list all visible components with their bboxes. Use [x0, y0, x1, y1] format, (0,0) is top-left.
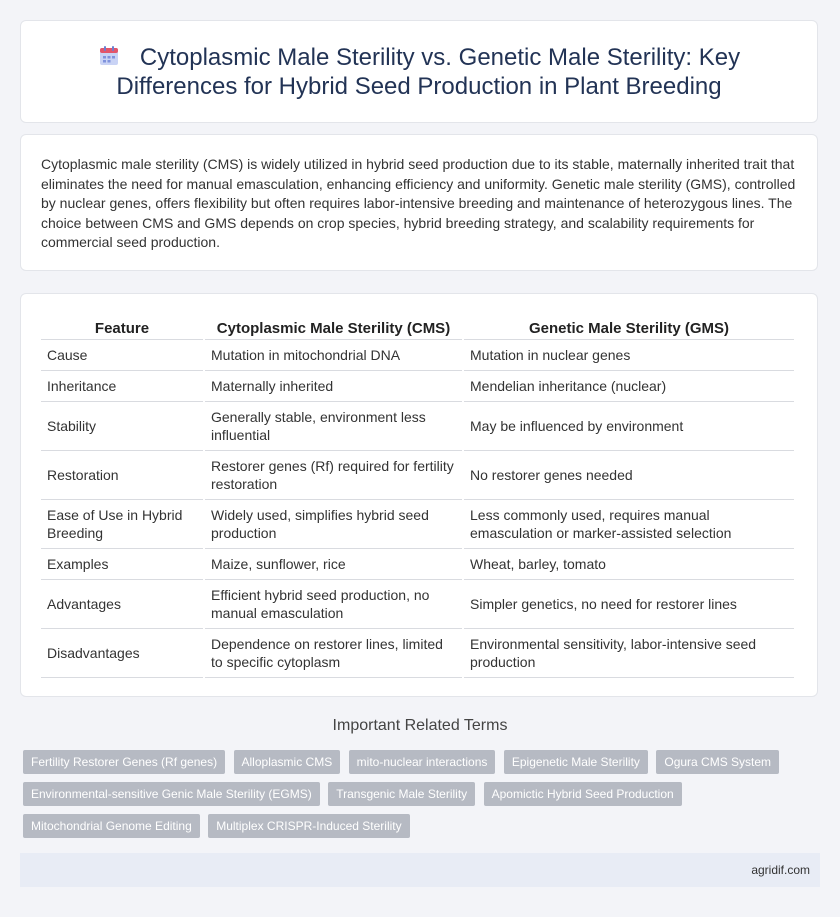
related-term-tag[interactable]: Alloplasmic CMS — [234, 750, 341, 774]
page-title-text: Cytoplasmic Male Sterility vs. Genetic Male Sterility: Key Differences for Hybrid Seed Production in Plant Breeding — [116, 43, 741, 100]
cms-cell: Maternally inherited — [205, 371, 462, 402]
table-row — [41, 549, 794, 580]
feature-cell: Restoration — [41, 451, 203, 500]
related-term-tag[interactable]: Fertility Restorer Genes (Rf genes) — [23, 750, 225, 774]
related-term-tag[interactable]: Ogura CMS System — [656, 750, 779, 774]
related-term-tag[interactable]: Mitochondrial Genome Editing — [23, 814, 200, 838]
gms-cell: May be influenced by environment — [464, 402, 794, 451]
cms-cell: Maize, sunflower, rice — [205, 549, 462, 580]
summary-card — [20, 134, 818, 271]
title-card — [20, 20, 818, 123]
feature-cell: Stability — [41, 402, 203, 451]
footer-site-link[interactable]: agridif.com — [751, 863, 810, 877]
table-row — [41, 580, 794, 629]
related-term-tag[interactable]: Transgenic Male Sterility — [328, 782, 475, 806]
related-term-tag[interactable]: Multiplex CRISPR-Induced Sterility — [208, 814, 409, 838]
feature-cell: Ease of Use in Hybrid Breeding — [41, 500, 203, 549]
gms-cell: Less commonly used, requires manual emasculation or marker-assisted selection — [464, 500, 794, 549]
table-row — [41, 371, 794, 402]
gms-cell: Mendelian inheritance (nuclear) — [464, 371, 794, 402]
gms-cell: Wheat, barley, tomato — [464, 549, 794, 580]
related-term-tag[interactable]: Environmental-sensitive Genic Male Sterility (EGMS) — [23, 782, 320, 806]
footer — [20, 853, 820, 887]
table-row — [41, 500, 794, 549]
cms-cell: Efficient hybrid seed production, no manual emasculation — [205, 580, 462, 629]
summary-text: Cytoplasmic male sterility (CMS) is widely utilized in hybrid seed production due to its stable, maternally inherited trait that eliminates the need for manual emasculation, enhancing efficiency and uniformity. Genetic male sterility (GMS), controlled by nuclear genes, offers flexibility but often requires labor-intensive breeding and maintenance of heterozygous lines. The choice between CMS and GMS depends on crop species, hybrid breeding strategy, and scalability requirements for commercial seed production. — [41, 156, 796, 250]
cms-cell: Dependence on restorer lines, limited to specific cytoplasm — [205, 629, 462, 678]
related-terms-list — [23, 750, 803, 846]
feature-cell: Inheritance — [41, 371, 203, 402]
feature-cell: Disadvantages — [41, 629, 203, 678]
header-feature: Feature — [41, 314, 203, 340]
cms-cell: Mutation in mitochondrial DNA — [205, 340, 462, 371]
gms-cell: Environmental sensitivity, labor-intensive seed production — [464, 629, 794, 678]
table-row — [41, 451, 794, 500]
table-row — [41, 629, 794, 678]
cms-cell: Restorer genes (Rf) required for fertility restoration — [205, 451, 462, 500]
table-row — [41, 402, 794, 451]
related-term-tag[interactable]: Apomictic Hybrid Seed Production — [484, 782, 682, 806]
header-cms: Cytoplasmic Male Sterility (CMS) — [205, 314, 462, 340]
calendar-icon — [98, 45, 120, 67]
feature-cell: Cause — [41, 340, 203, 371]
gms-cell: Mutation in nuclear genes — [464, 340, 794, 371]
feature-cell: Advantages — [41, 580, 203, 629]
gms-cell: No restorer genes needed — [464, 451, 794, 500]
header-gms: Genetic Male Sterility (GMS) — [464, 314, 794, 340]
cms-cell: Widely used, simplifies hybrid seed production — [205, 500, 462, 549]
table-row — [41, 340, 794, 371]
table-header-row — [41, 314, 794, 340]
page-title — [61, 43, 777, 101]
gms-cell: Simpler genetics, no need for restorer lines — [464, 580, 794, 629]
cms-cell: Generally stable, environment less influential — [205, 402, 462, 451]
feature-cell: Examples — [41, 549, 203, 580]
related-term-tag[interactable]: mito-nuclear interactions — [349, 750, 496, 774]
related-terms-title: Important Related Terms — [332, 717, 508, 734]
comparison-table-card — [20, 293, 818, 697]
related-term-tag[interactable]: Epigenetic Male Sterility — [504, 750, 648, 774]
comparison-table — [39, 314, 796, 678]
